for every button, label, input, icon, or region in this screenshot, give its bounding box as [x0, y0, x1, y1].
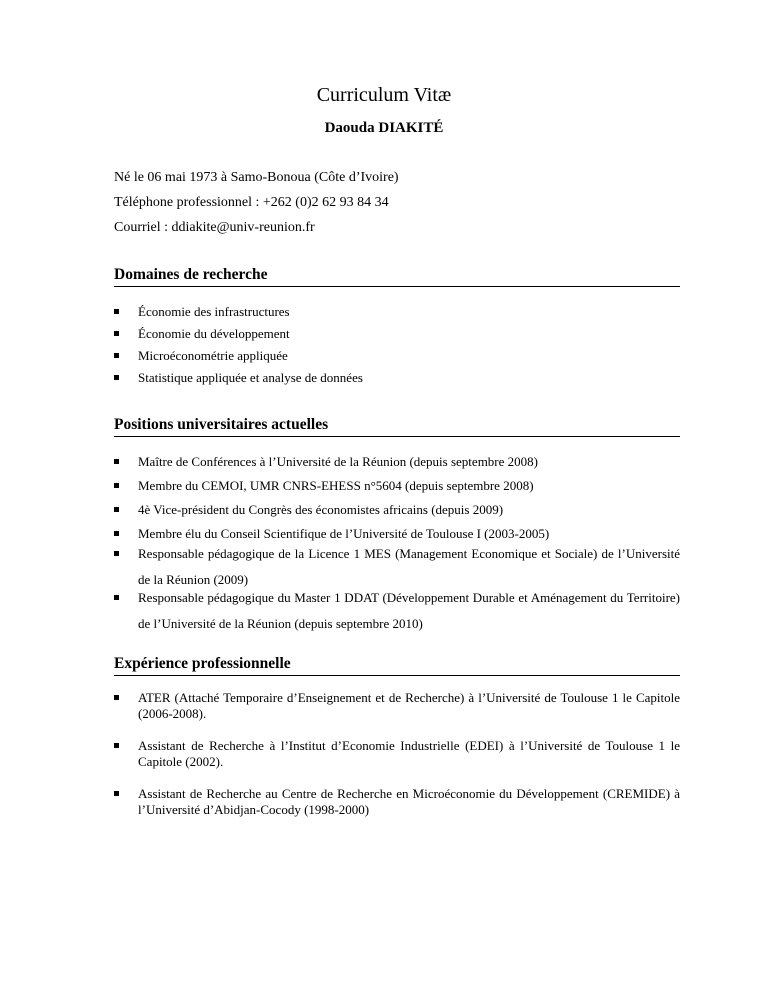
- person-name: Daouda DIAKITÉ: [324, 120, 444, 136]
- list-item-text: Membre élu du Conseil Scientifique de l’Université de Toulouse I (2003-2005): [138, 526, 550, 541]
- phone-info: Téléphone professionnel : +262 (0)2 62 93 84 34: [114, 195, 389, 210]
- list-item-text: 4è Vice-président du Congrès des économistes africains (depuis 2009): [138, 502, 504, 517]
- section-heading-research: Domaines de recherche: [114, 265, 680, 287]
- section-heading-positions: Positions universitaires actuelles: [114, 415, 680, 437]
- list-item-text: Maître de Conférences à l’Université de la Réunion (depuis septembre 2008): [138, 454, 538, 469]
- bullet-icon: [114, 483, 119, 488]
- section-heading-experience: Expérience professionnelle: [114, 654, 680, 676]
- list-item-text: Microéconométrie appliquée: [138, 348, 288, 363]
- birth-info: Né le 06 mai 1973 à Samo-Bonoua (Côte d’Ivoire): [114, 170, 399, 185]
- list-item-text: ATER (Attaché Temporaire d’Enseignement et de Recherche) à l’Université de Toulouse 1 le Capitole (2006-2008).: [138, 690, 680, 721]
- bullet-icon: [114, 309, 119, 314]
- list-item-text: Responsable pédagogique de la Licence 1 MES (Management Economique et Sociale) de l’Université de la Réunion (2009): [138, 546, 680, 587]
- bullet-icon: [114, 531, 119, 536]
- list-item-text: Membre du CEMOI, UMR CNRS-EHESS n°5604 (depuis septembre 2008): [138, 478, 534, 493]
- list-item-text: Assistant de Recherche à l’Institut d’Economie Industrielle (EDEI) à l’Université de Toulouse 1 le Capitole (2002).: [138, 738, 680, 769]
- list-item-text: Statistique appliquée et analyse de données: [138, 370, 363, 385]
- bullet-icon: [114, 375, 119, 380]
- bullet-icon: [114, 695, 119, 700]
- bullet-icon: [114, 507, 119, 512]
- bullet-icon: [114, 353, 119, 358]
- bullet-icon: [114, 331, 119, 336]
- bullet-icon: [114, 791, 119, 796]
- bullet-icon: [114, 551, 119, 556]
- email-info: Courriel : ddiakite@univ-reunion.fr: [114, 220, 315, 235]
- page-title: Curriculum Vitæ: [316, 84, 452, 106]
- list-item-text: Assistant de Recherche au Centre de Recherche en Microéconomie du Développement (CREMIDE) à l’Université d’Abidjan-Cocody (1998-2000): [138, 786, 680, 817]
- list-item-text: Économie des infrastructures: [138, 304, 290, 319]
- bullet-icon: [114, 459, 119, 464]
- list-item-text: Économie du développement: [138, 326, 290, 341]
- bullet-icon: [114, 743, 119, 748]
- list-item-text: Responsable pédagogique du Master 1 DDAT (Développement Durable et Aménagement du Territoire) de l’Université de la Réunion (depuis septembre 2010): [138, 590, 680, 631]
- bullet-icon: [114, 595, 119, 600]
